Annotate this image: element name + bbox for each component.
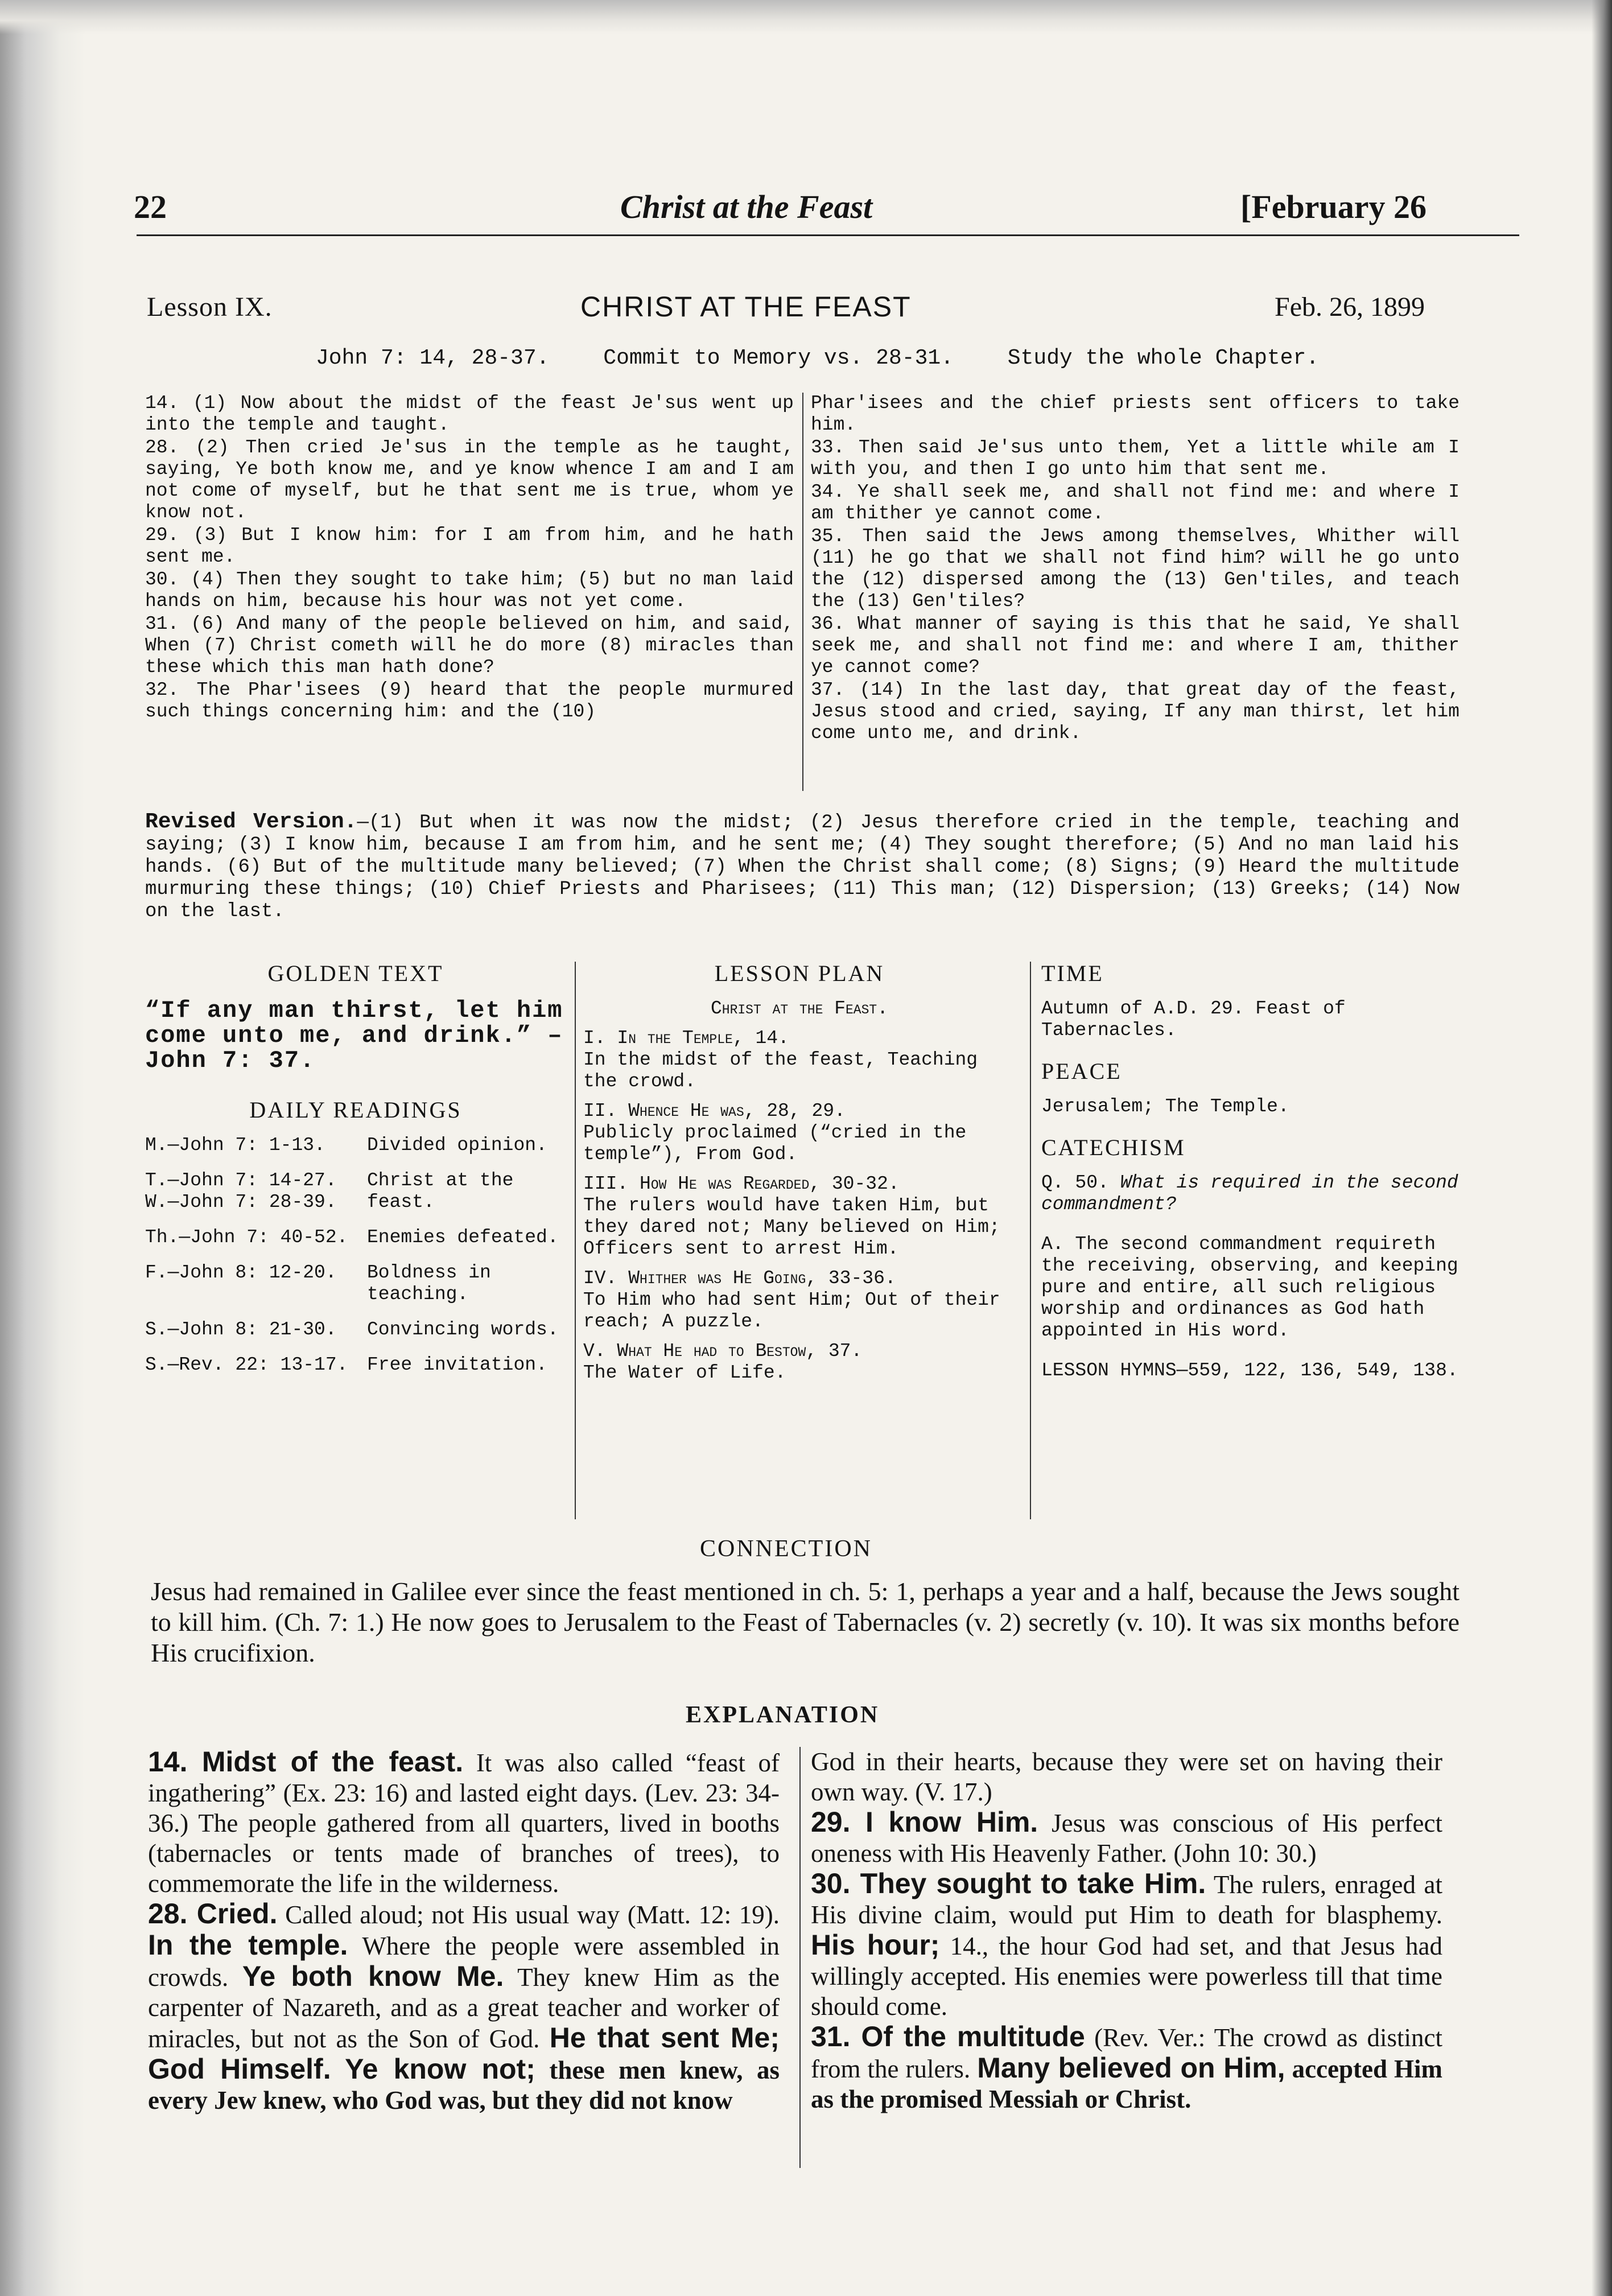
plan-item-body: The Water of Life. (583, 1362, 786, 1383)
golden-text (145, 998, 566, 1073)
plan-item-body: The rulers would have taken Him, but they dared not; Many believed on Him; Officers sent to arrest Him. (583, 1195, 1000, 1259)
plan-item (583, 1028, 1016, 1093)
explanation-keyword: 28. Cried. (148, 1898, 278, 1930)
scan-edge-right (1592, 0, 1612, 2296)
scan-edge-top (0, 0, 1612, 34)
running-date: [February 26 (1240, 188, 1427, 225)
plan-item-title: II. Whence He was, 28, 29. (583, 1100, 846, 1122)
catechism-question (1041, 1172, 1465, 1215)
explanation-keyword: Ye know not; (345, 2053, 535, 2085)
revised-text: —(1) But when it was now the midst; (2) Jesus therefore cried in the temple, teaching and saying; (3) I know him, because I am from him, and he sent me; (4) They sought therefore; (5) And no man laid his hands. (6) But of the multitude many believed; (7) When the Christ shall come; (8) Signs; (9) Heard the multitude murmuring these things; (10) Chief Priests and Pharisees; (11) This man; (12) Dispersion; (13) Greeks; (14) Now on the last. (145, 812, 1460, 922)
explanation-heading: EXPLANATION (686, 1702, 880, 1728)
scripture-line (316, 346, 1360, 370)
place-text: Jerusalem; The Temple. (1041, 1096, 1289, 1117)
connection-text: Jesus had remained in Galilee ever since the feast mentioned in ch. 5: 1, perhaps a year and a half, because the Jews sought to kill him. (Ch. 7: 1.) He now goes to Jerusalem to the Feast of Tabernacles (v. 2) secretly (v. 10). It was six months before His crucifixion. (151, 1577, 1460, 1667)
column-divider (802, 393, 803, 791)
explanation-keyword: 31. Of the multitude (811, 2021, 1085, 2052)
verse: 29. (3) But I know him: for I am from him, and he hath sent me. (145, 525, 794, 567)
reading-topic: Convincing words. (367, 1319, 559, 1340)
plan-item (583, 1268, 1016, 1333)
explanation-left (148, 1747, 780, 2116)
golden-text-heading: GOLDEN TEXT (267, 961, 444, 986)
explanation-text: They knew Him as the carpenter of Nazareth, and as a great teacher and worker of miracles, but not as the Son of God. (148, 1963, 780, 2053)
explanation-keyword: He that sent Me; God Himself. (148, 2022, 780, 2085)
reading-item (145, 1135, 566, 1156)
daily-readings-heading: DAILY READINGS (249, 1097, 462, 1123)
verse: 36. What manner of saying is this that he said, Ye shall seek me, and shall not find me: and where I am, thither ye cannot come? (811, 613, 1460, 678)
verse: 28. (2) Then cried Je'sus in the temple as he taught, saying, Ye both know me, and ye know whence I am and I am not come of myself, but he that sent me is true, whom ye know not. (145, 437, 794, 523)
verses-right (811, 393, 1460, 745)
page-number: 22 (134, 188, 167, 225)
explanation-keyword: His hour; (811, 1929, 940, 1961)
reading-item (145, 1227, 566, 1248)
explanation-right (811, 1747, 1442, 2114)
scripture-ref: John 7: 14, 28-37. (316, 346, 550, 370)
verse: 32. The Phar'isees (9) heard that the people murmured such things concerning him: and the (10) (145, 679, 794, 722)
column-divider (575, 962, 576, 1519)
verse: 31. (6) And many of the people believed on him, and said, When (7) Christ cometh will he do more (8) miracles than these which this man hath done? (145, 613, 794, 678)
header-rule (137, 234, 1519, 236)
scan-edge-left (0, 0, 85, 2296)
running-title: Christ at the Feast (620, 188, 873, 225)
lesson-date: Feb. 26, 1899 (1275, 292, 1425, 322)
explanation-text: Jesus was conscious of His perfect oneness with His Heavenly Father. (John 10: 30.) (811, 1809, 1442, 1868)
lesson-label: Lesson IX. (147, 292, 273, 322)
plan-item (583, 1100, 1016, 1165)
time-text: Autumn of A.D. 29. Feast of Tabernacles. (1041, 998, 1346, 1041)
explanation-text: Where the people were assembled in crowds. (148, 1932, 780, 1992)
explanation-keyword: Ye both know Me. (242, 1960, 504, 1992)
lesson-plan-column (583, 962, 1016, 1392)
reading-topic: Enemies defeated. (367, 1227, 559, 1248)
plan-item-body: In the midst of the feast, Teaching the crowd. (583, 1049, 978, 1092)
place-heading: PEACE (1041, 1058, 1122, 1084)
plan-item (583, 1341, 1016, 1384)
time-place-column (1041, 962, 1465, 1400)
reading-ref: T.—John 7: 14-27. W.—John 7: 28-39. (145, 1170, 337, 1213)
explanation-keyword: 29. I know Him. (811, 1806, 1038, 1838)
question-label: Q. 50. (1041, 1172, 1109, 1193)
reading-ref: S.—Rev. 22: 13-17. (145, 1354, 348, 1375)
lesson-title: CHRIST AT THE FEAST (580, 291, 912, 323)
explanation-text: accepted Him as the promised Messiah or Christ. (811, 2055, 1443, 2113)
reading-item (145, 1170, 566, 1213)
explanation-para (811, 2022, 1442, 2114)
explanation-keyword: Many believed on Him, (977, 2052, 1285, 2084)
catechism-answer: A. The second commandment requireth the receiving, observing, and keeping pure and entire, all such religious worship and ordinances as God hath appointed in His word. (1041, 1234, 1458, 1341)
reading-topic: Christ at the feast. (367, 1170, 514, 1213)
reading-topic: Free invitation. (367, 1354, 547, 1375)
explanation-text: Called aloud; not His usual way (Matt. 12: 19). (277, 1901, 780, 1929)
reading-topic: Boldness in teaching. (367, 1262, 491, 1305)
reading-item (145, 1354, 566, 1376)
reading-ref: F.—John 8: 12-20. (145, 1262, 337, 1283)
reading-topic: Divided opinion. (367, 1135, 547, 1156)
explanation-text: The rulers, enraged at His divine claim, would put Him to death for blasphemy. (811, 1870, 1442, 1929)
verse: 37. (14) In the last day, that great day of the feast, Jesus stood and cried, saying, If any man thirst, let him come unto me, and drink. (811, 679, 1460, 744)
verse: 30. (4) Then they sought to take him; (5) but no man laid hands on him, because his hour was not yet come. (145, 569, 794, 612)
column-divider (1030, 962, 1031, 1519)
memory-verse: Commit to Memory vs. 28-31. (603, 346, 954, 370)
explanation-para (148, 1899, 780, 2116)
explanation-text: these men knew, as every Jew knew, who God was, but they did not know (148, 2056, 780, 2114)
question-text: What is required in the second commandment? (1041, 1172, 1458, 1215)
verses-left (145, 393, 794, 724)
verse: 14. (1) Now about the midst of the feast Je'sus went up into the temple and taught. (145, 393, 794, 435)
catechism-heading: CATECHISM (1041, 1135, 1186, 1160)
time-heading: TIME (1041, 961, 1104, 986)
golden-ref: –John 7: 37. (145, 1022, 563, 1074)
explanation-text: It was also called “feast of ingathering” (Ex. 23: 16) and lasted eight days. (Lev. 23: 34-36.) The people gathered from all quarters, lived in booths (tabernacles or tents made of branches of trees), to commemorate the life in the wilderness. (148, 1749, 780, 1898)
lesson-plan-heading: LESSON PLAN (714, 961, 885, 986)
explanation-para (148, 1747, 780, 1899)
lesson-hymns: LESSON HYMNS—559, 122, 136, 549, 138. (1041, 1360, 1458, 1381)
reading-item (145, 1262, 566, 1305)
reading-ref: Th.—John 7: 40-52. (145, 1227, 348, 1248)
revised-label: Revised Version. (145, 810, 357, 834)
plan-item-title: I. In the Temple, 14. (583, 1028, 789, 1049)
plan-item (583, 1173, 1016, 1260)
verse: 34. Ye shall seek me, and shall not find me: and where I am thither ye cannot come. (811, 481, 1460, 524)
study-note: Study the whole Chapter. (1007, 346, 1320, 370)
reading-item (145, 1319, 566, 1341)
plan-item-body: To Him who had sent Him; Out of their reach; A puzzle. (583, 1289, 1000, 1332)
plan-item-title: IV. Whither was He Going, 33-36. (583, 1268, 896, 1289)
explanation-para (811, 1807, 1442, 1869)
reading-ref: S.—John 8: 21-30. (145, 1319, 337, 1340)
golden-quote: “If any man thirst, let him come unto me, and drink.” (145, 997, 563, 1049)
reading-ref: M.—John 7: 1-13. (145, 1135, 325, 1156)
explanation-text: 14., the hour God had set, and that Jesus had willingly accepted. His enemies were powerless till that time should come. (811, 1932, 1442, 2021)
verse: Phar'isees and the chief priests sent officers to take him. (811, 393, 1460, 435)
verse: 33. Then said Je'sus unto them, Yet a little while am I with you, and then I go unto him that sent me. (811, 437, 1460, 480)
explanation-para (811, 1869, 1442, 2022)
plan-item-body: Publicly proclaimed (“cried in the temple”), From God. (583, 1122, 967, 1165)
explanation-para (811, 1747, 1442, 1807)
connection-heading: CONNECTION (700, 1536, 872, 1562)
explanation-text: (Rev. Ver.: The crowd as distinct from the rulers. (811, 2023, 1443, 2083)
column-divider (799, 1747, 801, 2168)
plan-item-title: III. How He was Regarded, 30-32. (583, 1173, 900, 1194)
verse: 35. Then said the Jews among themselves, Whither will (11) he go that we shall not find him? will he go unto the (12) dispersed among the (13) Gen'tiles, and teach the (13) Gen'tiles? (811, 526, 1460, 612)
explanation-keyword: In the temple. (148, 1929, 348, 1961)
golden-text-column (145, 962, 566, 1390)
revised-version (145, 811, 1460, 923)
lesson-plan-subtitle: Christ at the Feast. (710, 998, 889, 1019)
explanation-keyword: 14. Midst of the feast. (148, 1746, 464, 1778)
explanation-text: God in their hearts, because they were set on having their own way. (V. 17.) (811, 1747, 1442, 1806)
plan-item-title: V. What He had to Bestow, 37. (583, 1341, 863, 1362)
explanation-keyword: 30. They sought to take Him. (811, 1868, 1206, 1899)
